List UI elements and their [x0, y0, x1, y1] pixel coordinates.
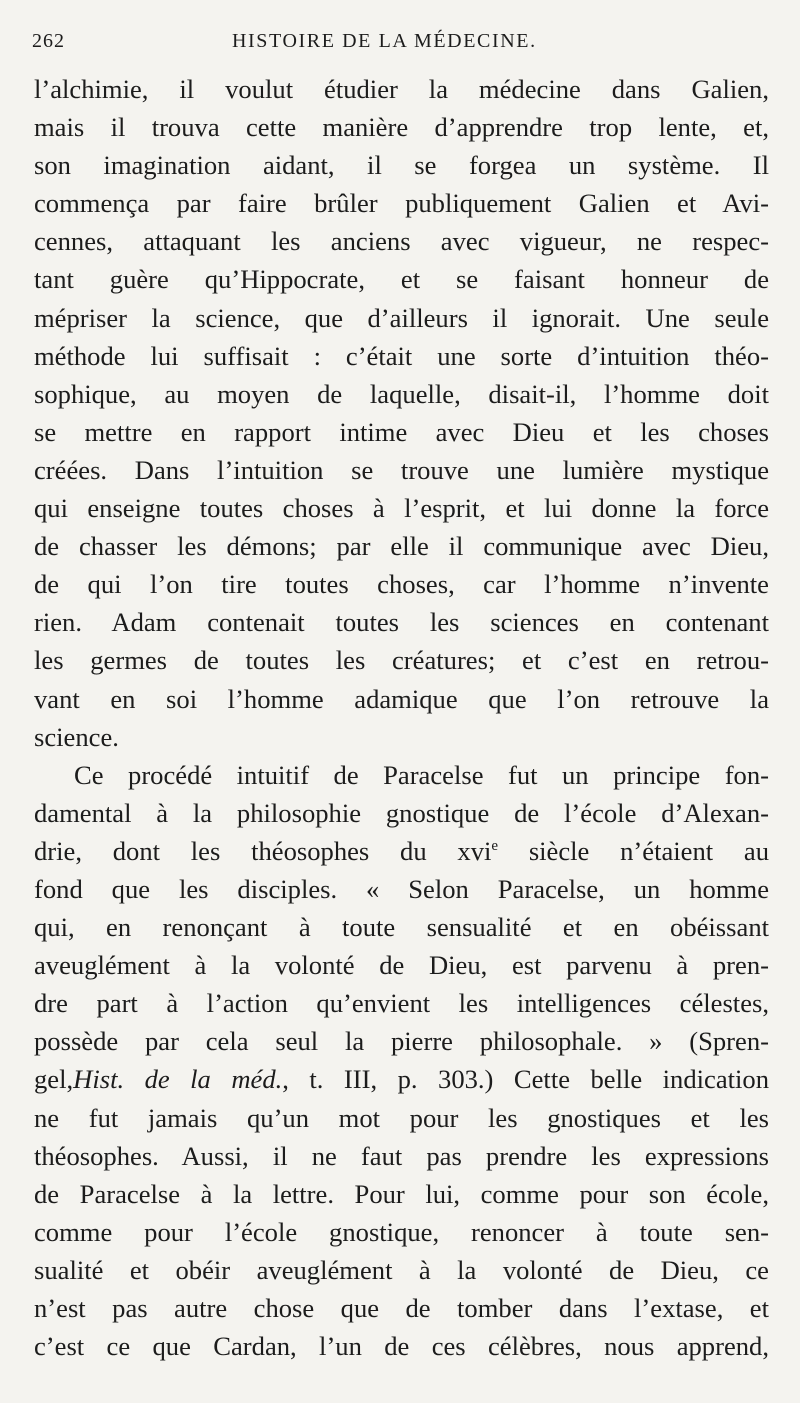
text-line: fond que les disciples. « Selon Paracelse, un homme [34, 873, 769, 904]
text-segment: siècle n’étaient au [528, 835, 769, 866]
text-line: possède par cela seul la pierre philosophale. » (Spren- [34, 1026, 769, 1057]
text-line: les germes de toutes les créatures; et c’est en retrou- [34, 645, 769, 676]
text-line [34, 832, 769, 870]
text-line: tant guère qu’Hippocrate, et se faisant honneur de [34, 264, 769, 295]
text-line: science. [34, 721, 119, 752]
text-line: comme pour l’école gnostique, renoncer à toute sen- [34, 1216, 769, 1247]
text-segment: drie, dont les théosophes du [34, 835, 427, 866]
body-text [34, 70, 769, 1365]
text-line: ne fut jamais qu’un mot pour les gnostiques et les [34, 1102, 769, 1133]
running-head: HISTOIRE DE LA MÉDECINE. [232, 30, 537, 52]
text-line: son imagination aidant, il se forgea un système. Il [34, 150, 769, 181]
text-line: de chasser les démons; par elle il communique avec Dieu, [34, 531, 769, 562]
text-line: rien. Adam contenait toutes les sciences en contenant [34, 607, 769, 638]
text-line: créées. Dans l’intuition se trouve une lumière mystique [34, 454, 769, 485]
text-line: théosophes. Aussi, il ne faut pas prendre les expressions [34, 1140, 769, 1171]
text-line: c’est ce que Cardan, l’un de ces célèbres, nous apprend, [34, 1331, 769, 1362]
italic-citation: Hist. de la méd. [73, 1064, 283, 1095]
text-segment: , t. III, p. 303.) Cette belle indication [282, 1064, 769, 1095]
text-line: n’est pas autre chose que de tomber dans l’extase, et [34, 1293, 769, 1323]
text-line [34, 1060, 769, 1098]
text-line: aveuglément à la volonté de Dieu, est parvenu à pren- [34, 950, 769, 981]
text-line: sualité et obéir aveuglément à la volonté de Dieu, ce [34, 1254, 769, 1285]
text-segment: gel, [34, 1064, 74, 1095]
text-line: méthode lui suffisait : c’était une sorte d’intuition théo- [34, 340, 769, 371]
page-header [32, 30, 766, 58]
small-caps-century: xvi [457, 835, 492, 866]
text-line: dre part à l’action qu’envient les intelligences célestes, [34, 988, 769, 1019]
text-line: Ce procédé intuitif de Paracelse fut un principe fon- [74, 759, 769, 790]
paragraph-2 [34, 756, 769, 1366]
text-line: vant en soi l’homme adamique que l’on retrouve la [34, 683, 769, 714]
text-line: damental à la philosophie gnostique de l’école d’Alexan- [34, 797, 769, 828]
text-line: sophique, au moyen de laquelle, disait-il, l’homme doit [34, 378, 769, 409]
text-line: de qui l’on tire toutes choses, car l’homme n’invente [34, 569, 769, 600]
text-line: qui enseigne toutes choses à l’esprit, et lui donne la force [34, 493, 769, 524]
superscript: e [491, 837, 499, 854]
text-line: mépriser la science, que d’ailleurs il ignorait. Une seule [34, 302, 769, 333]
text-line: se mettre en rapport intime avec Dieu et les choses [34, 416, 769, 447]
text-line: cennes, attaquant les anciens avec vigueur, ne respec- [34, 226, 769, 257]
text-line: qui, en renonçant à toute sensualité et en obéissant [34, 912, 769, 943]
page-number: 262 [32, 30, 65, 52]
text-line: mais il trouva cette manière d’apprendre trop lente, et, [34, 112, 769, 143]
text-line: l’alchimie, il voulut étudier la médecine dans Galien, [34, 74, 769, 104]
text-line: commença par faire brûler publiquement Galien et Avi- [34, 188, 769, 219]
paragraph-1 [34, 70, 769, 756]
text-line: de Paracelse à la lettre. Pour lui, comme pour son école, [34, 1178, 769, 1209]
